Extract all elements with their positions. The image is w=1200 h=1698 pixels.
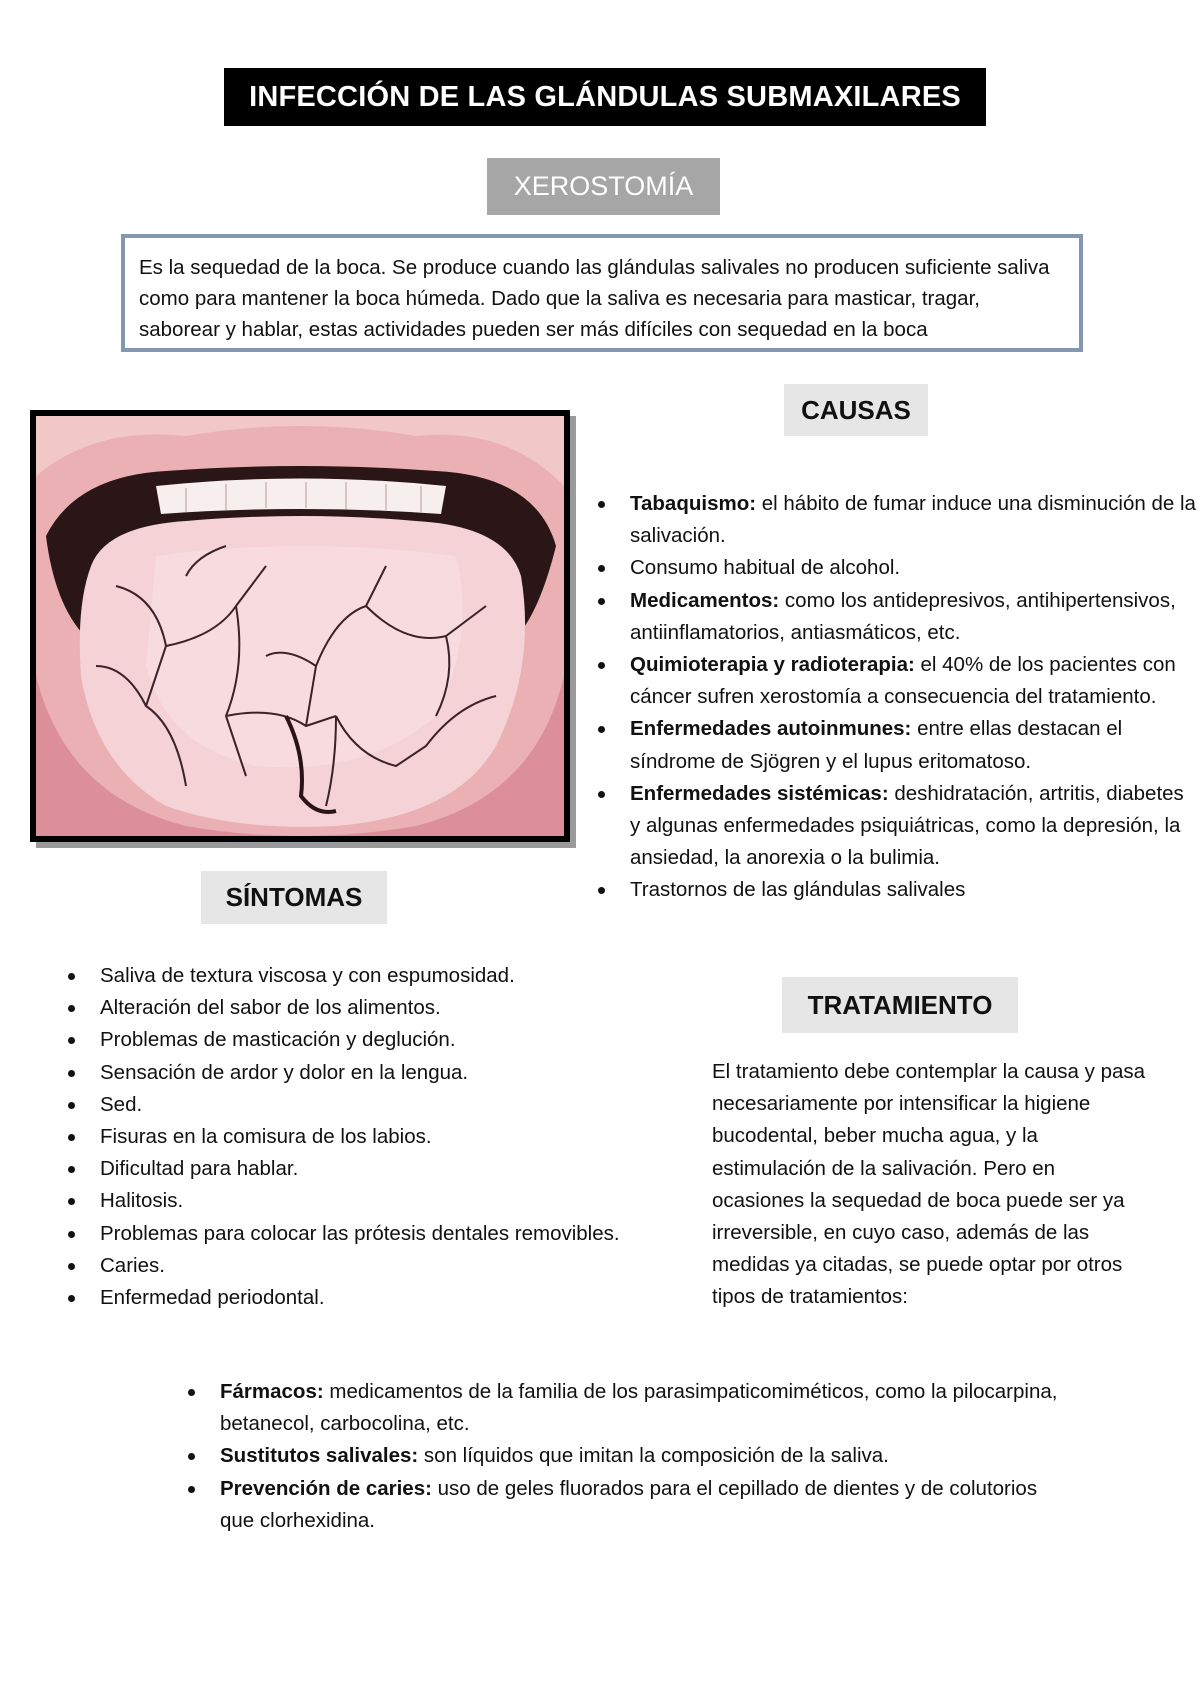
list-item: Halitosis. (66, 1185, 706, 1217)
list-item: Fisuras en la comisura de los labios. (66, 1121, 706, 1153)
tratamiento-list (186, 1376, 1066, 1537)
list-item: Consumo habitual de alcohol. (596, 552, 1196, 584)
list-item: Caries. (66, 1250, 706, 1282)
list-item: Tabaquismo: el hábito de fumar induce una disminución de la salivación. (596, 488, 1196, 552)
definition-box (121, 234, 1083, 352)
tratamiento-heading: TRATAMIENTO (782, 977, 1018, 1033)
list-item: Sed. (66, 1089, 706, 1121)
dry-tongue-image (30, 410, 570, 842)
list-item: Dificultad para hablar. (66, 1153, 706, 1185)
causas-heading: CAUSAS (784, 384, 928, 436)
sintomas-list (66, 960, 706, 1314)
list-item: Alteración del sabor de los alimentos. (66, 992, 706, 1024)
list-item: Trastornos de las glándulas salivales (596, 874, 1196, 906)
sintomas-heading: SÍNTOMAS (201, 871, 387, 924)
list-item: Fármacos: medicamentos de la familia de los parasimpaticomiméticos, como la pilocarpina, betanecol, carbocolina, etc. (186, 1376, 1066, 1440)
list-item: Prevención de caries: uso de geles fluorados para el cepillado de dientes y de colutorios que clorhexidina. (186, 1473, 1066, 1537)
list-item: Medicamentos: como los antidepresivos, antihipertensivos, antiinflamatorios, antiasmáticos, etc. (596, 585, 1196, 649)
list-item: Enfermedades sistémicas: deshidratación, artritis, diabetes y algunas enfermedades psiquiátricas, como la depresión, la ansiedad, la anorexia o la bulimia. (596, 778, 1196, 875)
list-item: Quimioterapia y radioterapia: el 40% de los pacientes con cáncer sufren xerostomía a consecuencia del tratamiento. (596, 649, 1196, 713)
subtitle-xerostomia: XEROSTOMÍA (487, 158, 720, 215)
dry-tongue-illustration (36, 416, 564, 836)
page-title: INFECCIÓN DE LAS GLÁNDULAS SUBMAXILARES (224, 68, 986, 126)
list-item: Enfermedades autoinmunes: entre ellas destacan el síndrome de Sjögren y el lupus eritomatoso. (596, 713, 1196, 777)
definition-text: Es la sequedad de la boca. Se produce cuando las glándulas salivales no producen suficiente saliva como para mantener la boca húmeda. Dado que la saliva es necesaria para masticar, tragar, saborear y hablar, estas actividades pueden ser más difíciles con sequedad en la boca (139, 256, 1050, 341)
list-item: Saliva de textura viscosa y con espumosidad. (66, 960, 706, 992)
causas-list (596, 488, 1196, 907)
tratamiento-text: El tratamiento debe contemplar la causa y pasa necesariamente por intensificar la higiene bucodental, beber mucha agua, y la estimulación de la salivación. Pero en ocasiones la sequedad de boca puede ser ya irreversible, en cuyo caso, además de las medidas ya citadas, se puede optar por otros tipos de tratamientos: (712, 1060, 1146, 1309)
list-item: Problemas de masticación y deglución. (66, 1024, 706, 1056)
list-item: Sustitutos salivales: son líquidos que imitan la composición de la saliva. (186, 1440, 1066, 1472)
list-item: Sensación de ardor y dolor en la lengua. (66, 1057, 706, 1089)
list-item: Enfermedad periodontal. (66, 1282, 706, 1314)
list-item: Problemas para colocar las prótesis dentales removibles. (66, 1218, 706, 1250)
